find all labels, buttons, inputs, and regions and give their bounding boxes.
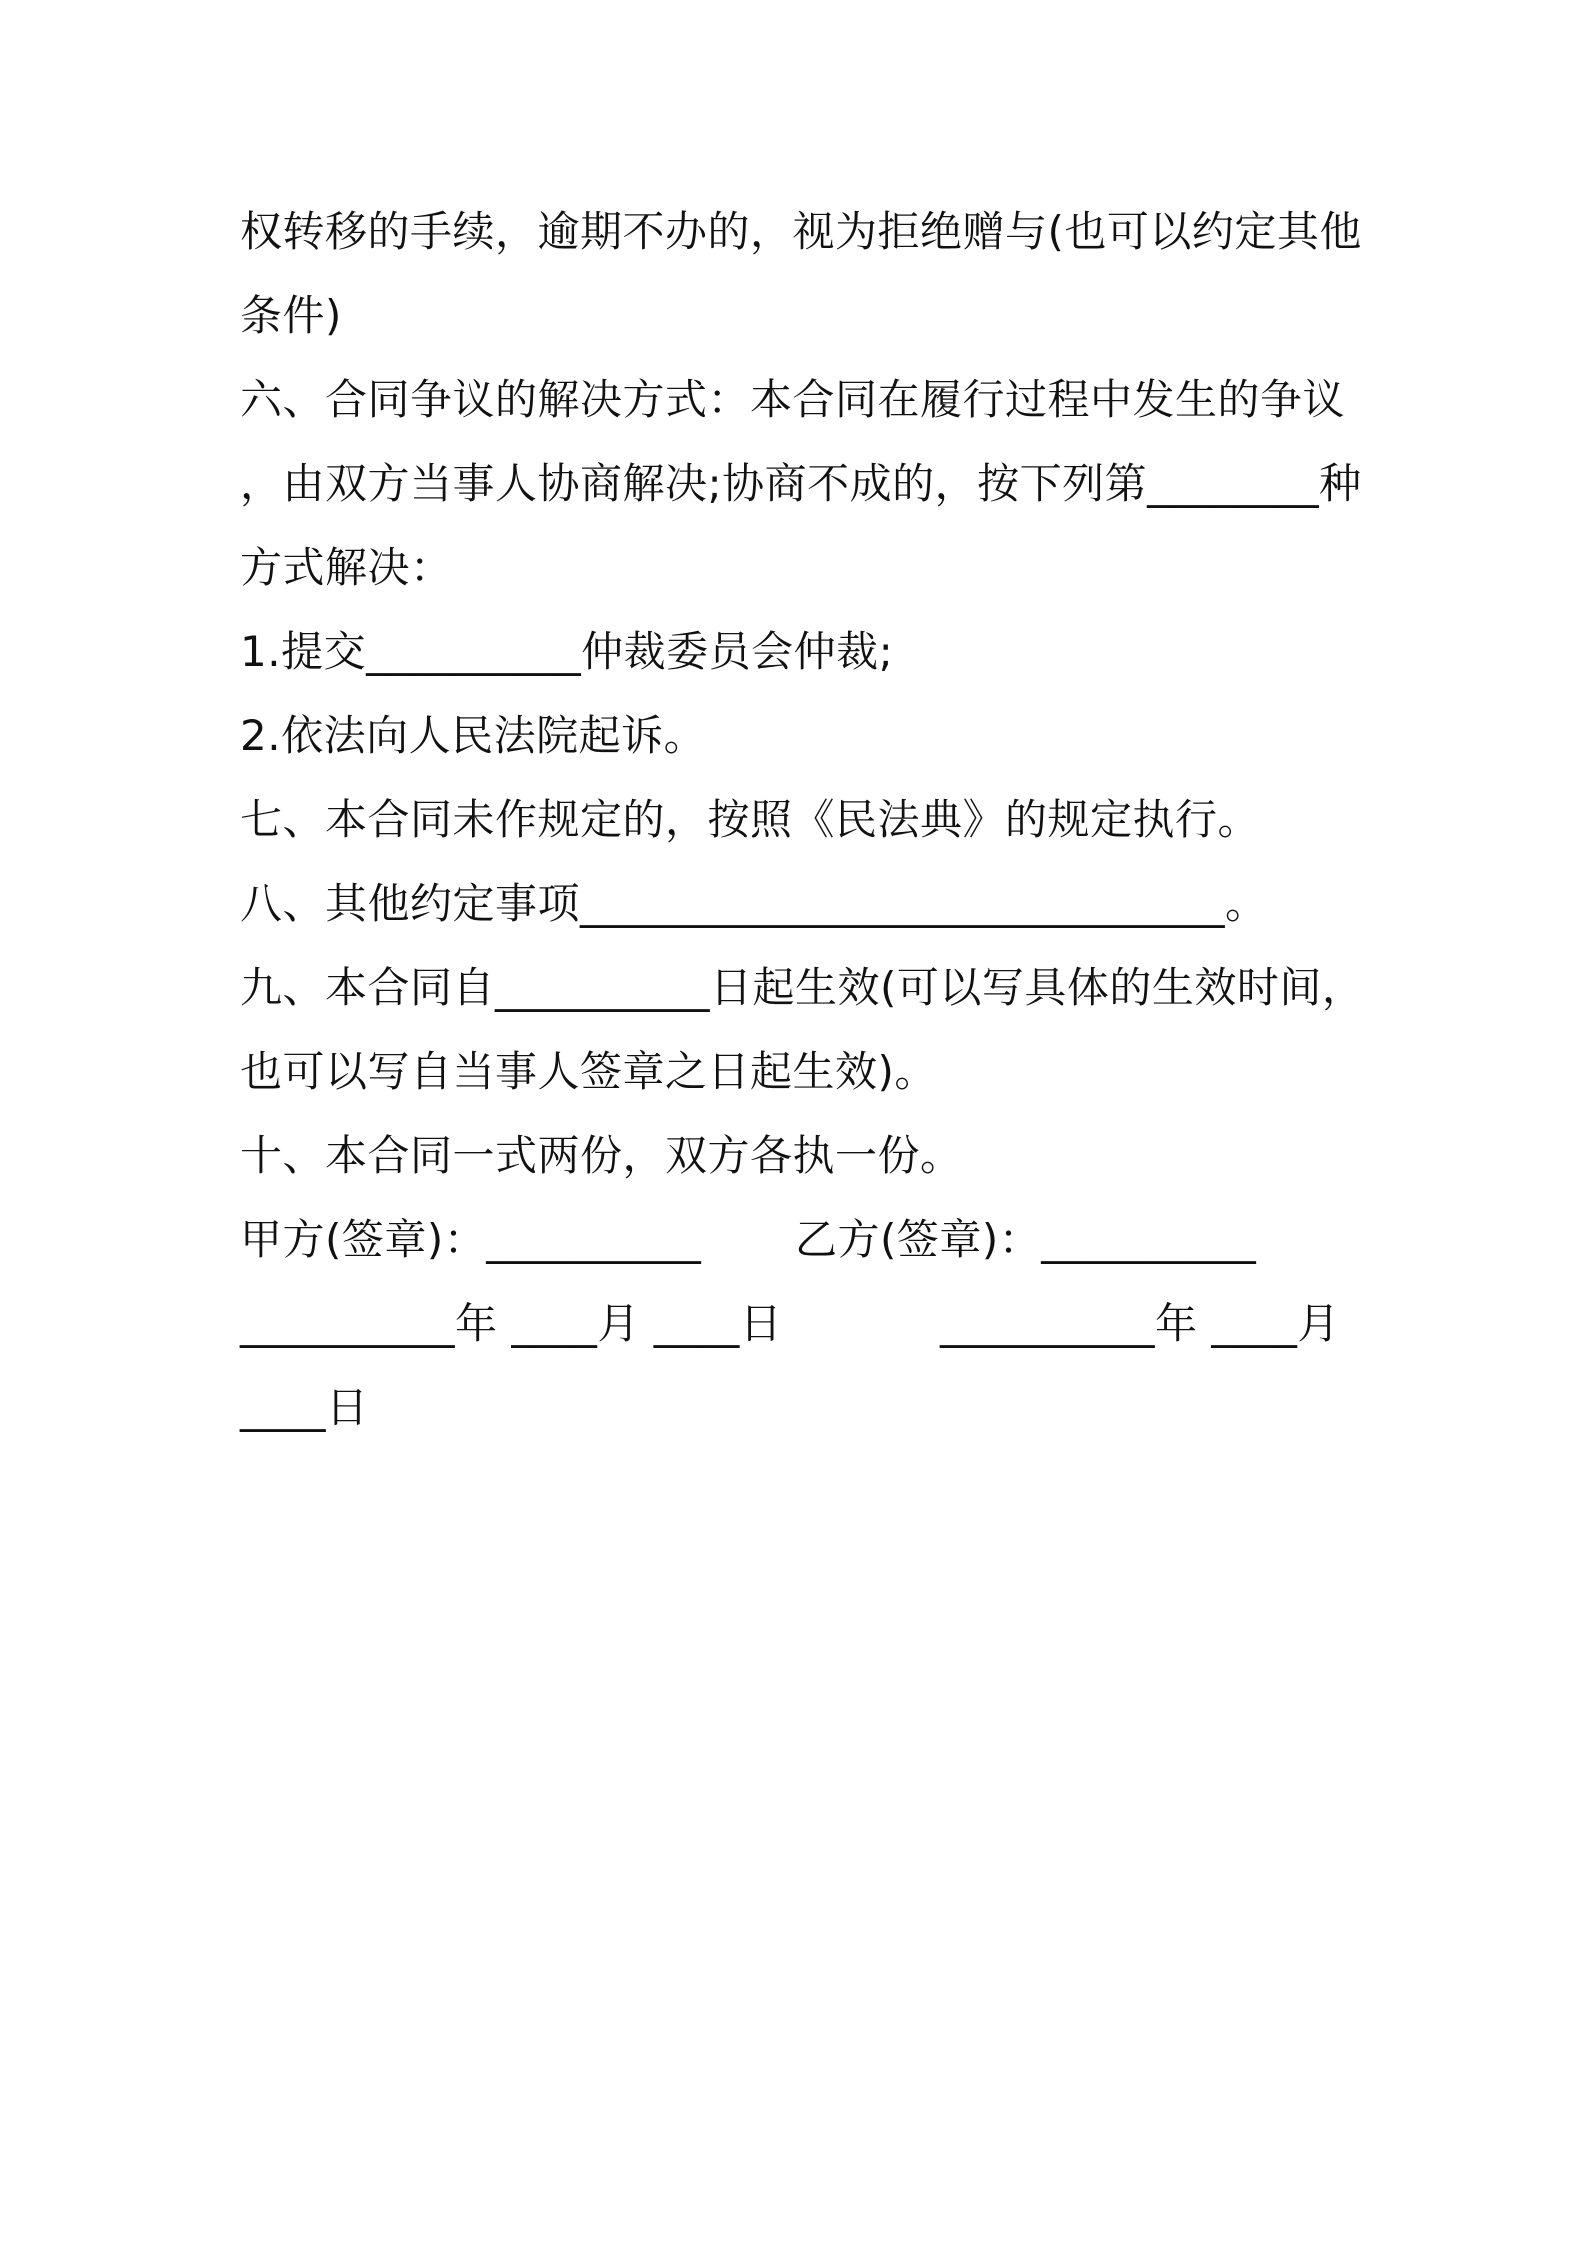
clause-eight: 八、其他约定事项______________________________。 <box>240 879 1268 928</box>
party-a-signature: 甲方(签章)：__________ <box>240 1215 702 1264</box>
clause-ten: 十、本合同一式两份，双方各执一份。 <box>240 1131 963 1180</box>
party-b-date: __________年 ____月 <box>940 1299 1340 1348</box>
clause-six: 六、合同争议的解决方式：本合同在履行过程中发生的争议 <box>240 375 1346 424</box>
text-line: ，由双方当事人协商解决;协商不成的，按下列第________种 <box>240 459 1362 508</box>
text-line: 权转移的手续，逾期不办的，视为拒绝赠与(也可以约定其他 <box>240 207 1362 256</box>
text-line: 方式解决： <box>240 543 453 592</box>
option-two: 2.依法向人民法院起诉。 <box>240 711 707 760</box>
date-row <box>240 1282 1360 1366</box>
signature-row <box>240 1198 1360 1282</box>
text-line: 条件) <box>240 291 342 340</box>
option-one: 1.提交__________仲裁委员会仲裁; <box>240 627 894 676</box>
date-row-continued <box>240 1366 1360 1450</box>
clause-seven: 七、本合同未作规定的，按照《民法典》的规定执行。 <box>240 795 1261 844</box>
document-body <box>240 190 1365 1450</box>
party-b-signature: 乙方(签章)：__________ <box>795 1215 1257 1264</box>
clause-nine: 九、本合同自__________日起生效(可以写具体的生效时间， <box>240 963 1365 1012</box>
text-line: 也可以写自当事人签章之日起生效)。 <box>240 1047 937 1096</box>
party-a-date: __________年 ____月 ____日 <box>240 1299 783 1348</box>
party-b-date-day: ____日 <box>240 1383 369 1432</box>
